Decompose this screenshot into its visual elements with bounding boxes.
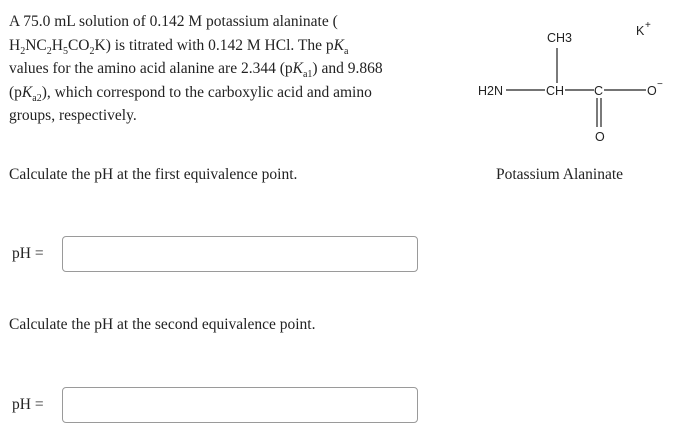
c-label: C bbox=[594, 84, 604, 98]
h2n-label: H2N bbox=[478, 84, 504, 98]
o-charge: − bbox=[657, 79, 663, 90]
ka1-symbol: K bbox=[292, 60, 303, 77]
answer-row-2 bbox=[12, 387, 418, 423]
question-second-equivalence: Calculate the pH at the second equivalence point. bbox=[9, 316, 316, 333]
problem-statement bbox=[9, 10, 439, 128]
problem-text: is titrated with 0.142 M HCl. The p bbox=[110, 36, 334, 54]
problem-text: ) and 9.868 bbox=[312, 60, 383, 77]
formula-part: H bbox=[9, 36, 21, 54]
o-double-label: O bbox=[595, 130, 605, 144]
ka2-symbol: K bbox=[21, 83, 33, 101]
formula-subscript: 2 bbox=[20, 45, 26, 57]
problem-text: values for the amino acid alanine are 2.344 (p bbox=[9, 60, 293, 77]
o-minus-label: O bbox=[647, 84, 657, 98]
formula-part: CO bbox=[67, 36, 90, 54]
question-first-equivalence: Calculate the pH at the first equivalence point. bbox=[9, 166, 298, 183]
ch3-label: CH3 bbox=[547, 31, 573, 45]
ph-label-2: pH = bbox=[12, 396, 44, 413]
ph-label-1: pH = bbox=[12, 245, 44, 262]
potassium-alaninate-structure bbox=[470, 20, 670, 155]
formula-part: K) bbox=[94, 36, 111, 54]
ph-input-first-equivalence[interactable] bbox=[62, 236, 418, 272]
k-charge: + bbox=[645, 20, 651, 31]
ka-subscript: a bbox=[343, 45, 349, 57]
formula-subscript: 2 bbox=[89, 45, 95, 57]
formula-subscript: 5 bbox=[62, 45, 68, 57]
formula-part: H bbox=[51, 36, 63, 54]
ch-label: CH bbox=[546, 84, 565, 98]
ph-input-second-equivalence[interactable] bbox=[62, 387, 418, 423]
ka1-subscript: a1 bbox=[302, 69, 313, 81]
problem-text: ), which correspond to the carboxylic acid and amino bbox=[41, 83, 372, 101]
k-label: K bbox=[636, 24, 645, 38]
problem-text: A 75.0 mL solution of 0.142 M potassium alaninate ( bbox=[9, 13, 338, 30]
ka2-subscript: a2 bbox=[32, 92, 42, 104]
problem-text: (p bbox=[9, 83, 22, 101]
ka-symbol: K bbox=[333, 36, 344, 54]
answer-row-1 bbox=[12, 236, 418, 272]
problem-text: groups, respectively. bbox=[9, 107, 137, 124]
formula-subscript: 2 bbox=[46, 45, 52, 57]
formula-part: NC bbox=[25, 36, 47, 54]
molecule-caption: Potassium Alaninate bbox=[496, 166, 624, 183]
